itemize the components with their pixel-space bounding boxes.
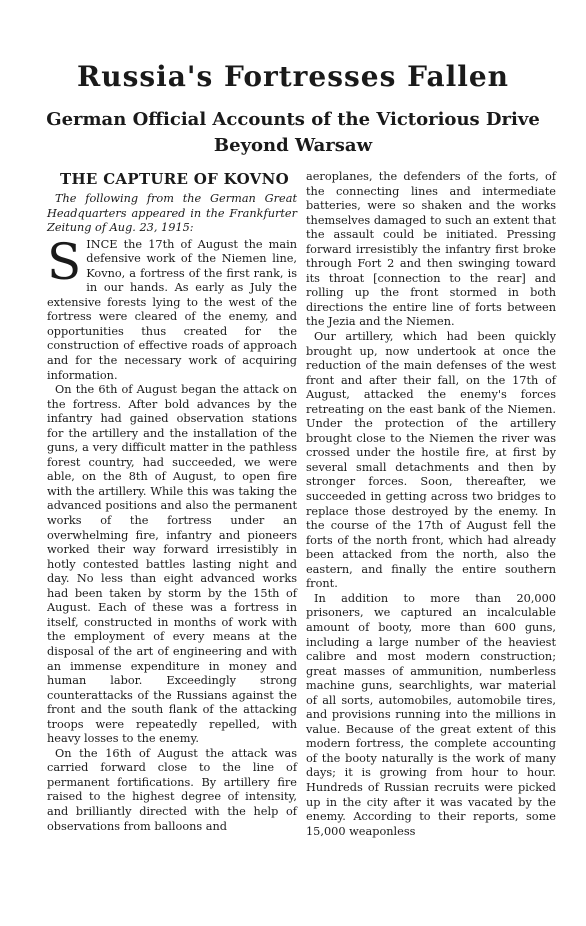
section-heading: THE CAPTURE OF KOVNO	[60, 170, 290, 188]
article-subtitle: German Official Accounts of the Victorious Drive Beyond Warsaw	[46, 109, 540, 156]
paragraph: Our artillery, which had been quickly brought up, now undertook at once the reduction of the main defenses of the west front and after their fall, on the 17th of August, attacked the enemy's forces retreating on the east bank of the Niemen. Under the protection of the artillery brought close to the Niemen the river was crossed under the hostile fire, at first by several small detachments and then by stronger forces. Soon, thereafter, we succeeded in getting across two bridges to replace those destroyed by the enemy. In the course of the 17th of August fell the forts of the north front, which had already been attacked from the north, also the eastern, and finally the entire southern front.	[306, 330, 556, 591]
first-paragraph-text: INCE the 17th of August the main defensive work of the Niemen line, Kovno, a fortress of the first rank, is in our hands. As early as July the extensive forests lying to the west of the fortress were cleared of the enemy, and opportunities thus created for the construction of effective roads of approach and for the necessary work of acquiring information.	[47, 237, 297, 382]
article-title: Russia's Fortresses Fallen	[76, 60, 510, 93]
drop-cap: S	[47, 232, 82, 291]
right-column	[306, 170, 556, 839]
first-paragraph	[47, 232, 297, 383]
paragraph: On the 6th of August began the attack on the fortress. After bold advances by the infantry had gained observation stations for the artillery and the installation of the guns, a very difficult matter in the pathless forest country, had succeeded, we were able, on the 8th of August, to open fire with the artillery. While this was taking the advanced positions and also the permanent works of the fortress under an overwhelming fire, infantry and pioneers worked their way forward irresistibly in hotly contested battles lasting night and day. No less than eight advanced works had been taken by storm by the 15th of August. Each of these was a fortress in itself, constructed in months of work with the employment of every means at the disposal of the art of engineering and with an immense expenditure in money and human labor. Exceedingly strong counterattacks of the Russians against the front and the south flank of the attacking troops were repeatedly repelled, with heavy losses to the enemy.	[47, 383, 297, 746]
left-column	[47, 170, 297, 834]
paragraph: On the 16th of August the attack was carried forward close to the line of permanent fortifications. By artillery fire raised to the highest degree of intensity, and brilliantly directed with the help of observations from balloons and	[47, 746, 297, 833]
intro-note: The following from the German Great Headquarters appeared in the Frankfurter Zeitung of Aug. 23, 1915:	[47, 192, 297, 235]
paragraph-continuation: aeroplanes, the defenders of the forts, of the connecting lines and intermediate batteries, were so shaken and the works themselves damaged to such an extent that the assault could be initiated. Pressing forward irresistibly the infantry first broke through Fort 2 and then swinging toward its throat [connection to the rear] and rolling up the front stormed in both directions the entire line of forts between the Jezia and the Niemen.	[306, 170, 556, 329]
paragraph: In addition to more than 20,000 prisoners, we captured an incalculable amount of booty, more than 600 guns, including a large number of the heaviest calibre and most modern construction; great masses of ammunition, numberless machine guns, searchlights, war material of all sorts, automobiles, automobile tires, and provisions running into the millions in value. Because of the great extent of this modern fortress, the complete accounting of the booty naturally is the work of many days; it is growing from hour to hour. Hundreds of Russian recruits were picked up in the city after it was vacated by the enemy. According to their reports, some 15,000 weaponless	[306, 591, 556, 838]
